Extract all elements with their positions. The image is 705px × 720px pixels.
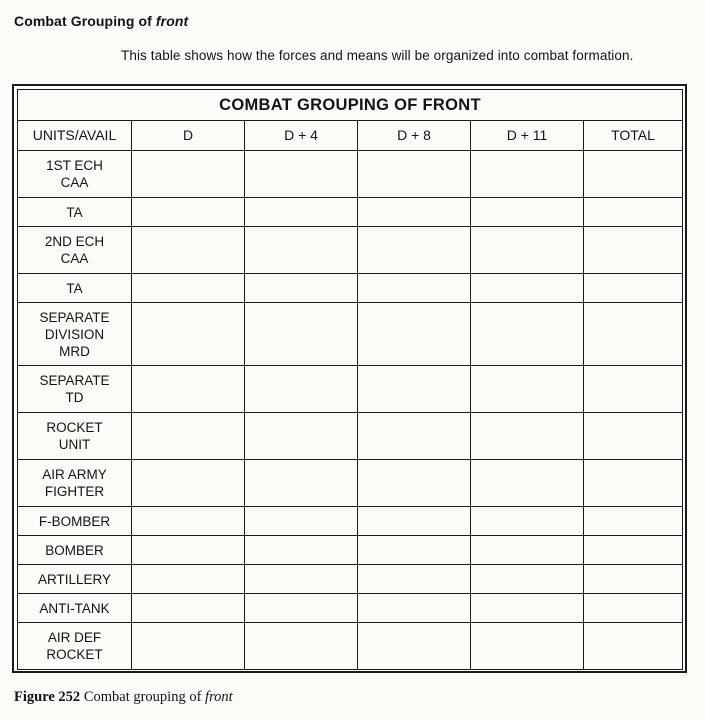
table-cell	[245, 536, 358, 565]
page-title	[14, 13, 188, 29]
table-cell	[132, 227, 245, 274]
column-header-d: D	[132, 121, 245, 151]
table-cell	[584, 151, 683, 198]
row-label-separate-division-mrd: SEPARATE DIVISION MRD	[18, 303, 132, 366]
table-cell	[358, 366, 471, 413]
column-header-d-plus-11: D + 11	[471, 121, 584, 151]
row-label-2nd-ech-caa: 2ND ECH CAA	[18, 227, 132, 274]
table-cell	[245, 366, 358, 413]
table-cell	[245, 565, 358, 594]
table-cell	[358, 536, 471, 565]
table-cell	[245, 151, 358, 198]
table-cell	[245, 507, 358, 536]
figure-caption-italic: front	[205, 689, 233, 705]
combat-grouping-table	[17, 89, 683, 670]
column-header-units: UNITS/AVAIL	[18, 121, 132, 151]
table-row	[18, 623, 683, 670]
table-cell	[471, 366, 584, 413]
row-label-separate-td: SEPARATE TD	[18, 366, 132, 413]
column-header-total: TOTAL	[584, 121, 683, 151]
table-cell	[132, 507, 245, 536]
table-cell	[245, 594, 358, 623]
table-cell	[584, 413, 683, 460]
table-cell	[471, 198, 584, 227]
table-frame	[12, 84, 687, 673]
table-cell	[245, 413, 358, 460]
table-row	[18, 565, 683, 594]
table-cell	[584, 274, 683, 303]
table-cell	[584, 594, 683, 623]
table-cell	[132, 565, 245, 594]
page-title-text: Combat Grouping of	[14, 13, 152, 29]
table-cell	[358, 413, 471, 460]
table-cell	[584, 565, 683, 594]
table-row	[18, 303, 683, 366]
column-header-d-plus-4: D + 4	[245, 121, 358, 151]
table-row	[18, 507, 683, 536]
table-row	[18, 460, 683, 507]
row-label-anti-tank: ANTI-TANK	[18, 594, 132, 623]
table-cell	[358, 460, 471, 507]
row-label-bomber: BOMBER	[18, 536, 132, 565]
table-cell	[471, 274, 584, 303]
row-label-ta-1: TA	[18, 198, 132, 227]
table-cell	[132, 303, 245, 366]
table-cell	[471, 594, 584, 623]
table-cell	[132, 366, 245, 413]
row-label-artillery: ARTILLERY	[18, 565, 132, 594]
table-cell	[132, 536, 245, 565]
row-label-rocket-unit: ROCKET UNIT	[18, 413, 132, 460]
row-label-f-bomber: F-BOMBER	[18, 507, 132, 536]
table-cell	[471, 303, 584, 366]
table-cell	[584, 623, 683, 670]
table-cell	[358, 198, 471, 227]
table-row	[18, 198, 683, 227]
table-cell	[358, 303, 471, 366]
table-cell	[584, 536, 683, 565]
table-cell	[584, 460, 683, 507]
table-row	[18, 594, 683, 623]
table-cell	[245, 198, 358, 227]
row-label-ta-2: TA	[18, 274, 132, 303]
table-cell	[132, 594, 245, 623]
table-cell	[471, 413, 584, 460]
page-title-italic: front	[155, 13, 189, 29]
table-cell	[132, 413, 245, 460]
table-cell	[245, 460, 358, 507]
table-cell	[471, 623, 584, 670]
table-cell	[358, 623, 471, 670]
table-cell	[358, 151, 471, 198]
intro-text: This table shows how the forces and means will be organized into combat formation.	[121, 48, 634, 63]
table-cell	[358, 274, 471, 303]
table-cell	[245, 303, 358, 366]
table-cell	[245, 227, 358, 274]
table-row	[18, 536, 683, 565]
table-cell	[584, 366, 683, 413]
table-cell	[471, 151, 584, 198]
table-cell	[358, 565, 471, 594]
figure-caption-text: Combat grouping of	[83, 689, 202, 705]
table-row	[18, 227, 683, 274]
table-cell	[132, 460, 245, 507]
table-cell	[471, 565, 584, 594]
table-title: COMBAT GROUPING OF FRONT	[18, 90, 683, 121]
table-cell	[132, 623, 245, 670]
table-row	[18, 413, 683, 460]
row-label-air-army-fighter: AIR ARMY FIGHTER	[18, 460, 132, 507]
table-cell	[358, 507, 471, 536]
table-cell	[245, 274, 358, 303]
table-cell	[471, 227, 584, 274]
table-cell	[132, 274, 245, 303]
row-label-1st-ech-caa: 1ST ECH CAA	[18, 151, 132, 198]
table-row	[18, 274, 683, 303]
table-cell	[471, 507, 584, 536]
table-row	[18, 151, 683, 198]
table-cell	[132, 151, 245, 198]
table-cell	[132, 198, 245, 227]
table-cell	[245, 623, 358, 670]
table-cell	[358, 227, 471, 274]
figure-caption	[14, 689, 233, 706]
table-cell	[358, 594, 471, 623]
table-cell	[584, 303, 683, 366]
figure-number: Figure 252	[14, 689, 81, 705]
row-label-air-def-rocket: AIR DEF ROCKET	[18, 623, 132, 670]
table-row	[18, 366, 683, 413]
table-cell	[584, 198, 683, 227]
table-cell	[584, 507, 683, 536]
table-cell	[471, 536, 584, 565]
column-header-d-plus-8: D + 8	[358, 121, 471, 151]
table-cell	[471, 460, 584, 507]
table-cell	[584, 227, 683, 274]
